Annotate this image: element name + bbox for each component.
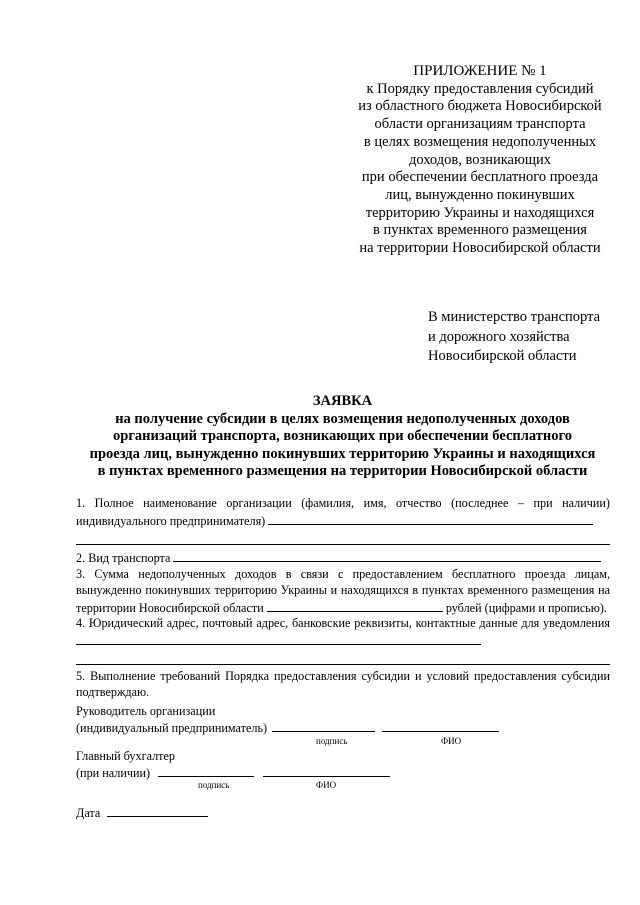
- date-field[interactable]: [107, 805, 208, 817]
- item-3: [76, 567, 610, 617]
- head-title: Руководитель организации: [76, 704, 216, 718]
- contacts-field[interactable]: [76, 632, 481, 645]
- accountant-signature-caption: подпись: [198, 780, 230, 790]
- heading-line: в пунктах временного размещения на территории Новосибирской области: [97, 463, 588, 480]
- org-name-field[interactable]: [268, 512, 593, 525]
- annex-line: к Порядку предоставления субсидий: [366, 80, 594, 97]
- item-3-currency: рублей: [445, 600, 482, 615]
- annex-line: из областного бюджета Новосибирской: [358, 98, 602, 115]
- annex-line: на территории Новосибирской области: [359, 240, 601, 257]
- item-3-text: 3. Сумма недополученных доходов в связи с предоставлением бесплатного проезда лицам, вынужденно покинувших территорию Украины и находящихся в пунктах временного размещения на территории Новосибирской области: [76, 566, 610, 615]
- transport-type-field[interactable]: [173, 549, 601, 562]
- annex-line: в целях возмещения недополученных: [363, 133, 597, 150]
- item-2-text: 2. Вид транспорта: [76, 550, 171, 565]
- item-1-text-cont: индивидуального предпринимателя): [76, 513, 266, 528]
- annex-title: ПРИЛОЖЕНИЕ № 1: [413, 63, 547, 79]
- heading-line: проезда лиц, вынужденно покинувших территорию Украины и находящихся: [89, 445, 596, 462]
- head-signature-caption: подпись: [316, 736, 348, 746]
- annex-line: доходов, возникающих: [408, 151, 552, 168]
- item-5: [76, 669, 610, 701]
- annex-line: в пунктах временного размещения: [373, 222, 587, 239]
- amount-field[interactable]: [267, 599, 443, 612]
- annex-line: при обеспечении бесплатного проезда: [361, 169, 599, 186]
- recipient-line: Новосибирской области: [428, 348, 577, 364]
- item-4-text: 4. Юридический адрес, почтовый адрес, банковские реквизиты, контактные данные для уведомления: [76, 616, 610, 631]
- accountant-title-cont: (при наличии): [76, 766, 151, 780]
- contacts-field-line2[interactable]: [76, 650, 610, 665]
- annex-line: территорию Украины и находящихся: [365, 204, 595, 221]
- heading-line: на получение субсидии в целях возмещения недополученных доходов: [115, 410, 570, 427]
- application-body: [76, 496, 610, 701]
- annex-line: области организациям транспорта: [374, 116, 586, 133]
- accountant-signature-field[interactable]: [158, 765, 254, 777]
- recipient-line: В министерство транспорта: [428, 309, 601, 325]
- recipient-line: и дорожного хозяйства: [428, 328, 570, 345]
- application-title: ЗАЯВКА: [312, 393, 373, 409]
- head-name-caption: ФИО: [441, 736, 462, 746]
- item-1: [76, 496, 610, 530]
- accountant-name-field[interactable]: [263, 765, 390, 777]
- head-signature-field[interactable]: [272, 720, 375, 732]
- head-title-cont: (индивидуальный предприниматель): [76, 721, 268, 735]
- item-4: [76, 616, 610, 650]
- item-5-text: 5. Выполнение требований Порядка предоставления субсидии и условий предоставления субсидии подтверждаю.: [76, 669, 610, 700]
- signatures-block: [76, 704, 616, 821]
- head-signature-row: [76, 720, 616, 736]
- recipient-block: [428, 308, 628, 367]
- date-row: [76, 805, 616, 821]
- application-heading: [70, 393, 615, 481]
- item-3-tail: (цифрами и прописью).: [484, 600, 607, 615]
- annex-block: [330, 63, 630, 258]
- item-2: [76, 549, 610, 567]
- org-name-field-line2[interactable]: [76, 530, 610, 545]
- item-1-text: 1. Полное наименование организации (фамилия, имя, отчество (последнее – при наличии): [76, 496, 610, 510]
- heading-line: организаций транспорта, возникающих при обеспечении бесплатного: [113, 428, 572, 445]
- accountant-name-caption: ФИО: [316, 780, 337, 790]
- annex-line: лиц, вынужденно покинувших: [385, 186, 575, 203]
- date-label: Дата: [76, 806, 101, 820]
- head-name-field[interactable]: [382, 720, 499, 732]
- accountant-title: Главный бухгалтер: [76, 749, 176, 763]
- accountant-signature-row: [76, 765, 616, 781]
